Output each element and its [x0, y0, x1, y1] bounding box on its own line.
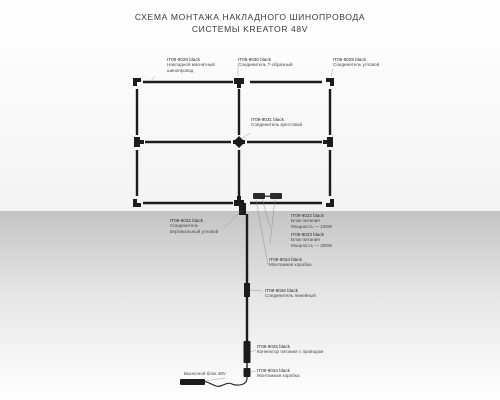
label-remote-unit: Выносной блок 48V: [184, 371, 226, 376]
label-linear-connector: IT09-9026 black Соединитель линейный: [265, 288, 316, 299]
label-mounting-box-bottom: IT09-9034 black Монтажная коробка: [257, 368, 300, 379]
linear-connector: [244, 283, 250, 297]
label-t-connector: IT09-9030 black Соединитель Т-образный: [238, 57, 293, 68]
label-corner-connector: IT09-9029 black Соединитель угловой: [333, 57, 380, 68]
title-line-2: СИСТЕМЫ KREATOR 48V: [191, 24, 309, 34]
label-cross-connector: IT09-9031 black Соединитель крестовой: [251, 117, 303, 128]
label-mounting-box-top: IT09-9034 black Монтажная коробка: [269, 257, 312, 268]
t-connector-top: [234, 78, 244, 84]
label-power-supply-100w: IT09-9022 black Блок питания Мощность — 100W: [291, 213, 333, 229]
power-connector: [244, 341, 251, 363]
label-power-connector: IT09-9025 black Коннектор питания с проводом: [257, 344, 324, 355]
mounting-box-bottom: [244, 368, 251, 377]
label-track: IT09-9028 black Накладной магнитный шинопровод: [167, 57, 215, 73]
title-line-1: СХЕМА МОНТАЖА НАКЛАДНОГО ШИНОПРОВОДА: [134, 12, 366, 22]
remote-power-unit: [180, 379, 205, 385]
power-supply-box: [253, 193, 265, 199]
power-supply-box-2: [270, 193, 282, 199]
t-connector-left-stem: [140, 140, 144, 144]
label-vertical-corner-connector: IT09-9032 black Соединитель вертикальный угловой: [170, 218, 219, 234]
t-connector-left: [134, 137, 140, 147]
diagram-title: [0, 11, 500, 35]
vertical-corner-connector: [239, 203, 246, 215]
t-connector-top-stem: [237, 84, 241, 88]
t-connector-right-stem: [323, 140, 327, 144]
t-connector-right: [327, 137, 333, 147]
t-connector-bottom-stem: [237, 196, 241, 200]
label-power-supply-200w: IT09-9023 black Блок питания Мощность — 200W: [291, 232, 333, 248]
